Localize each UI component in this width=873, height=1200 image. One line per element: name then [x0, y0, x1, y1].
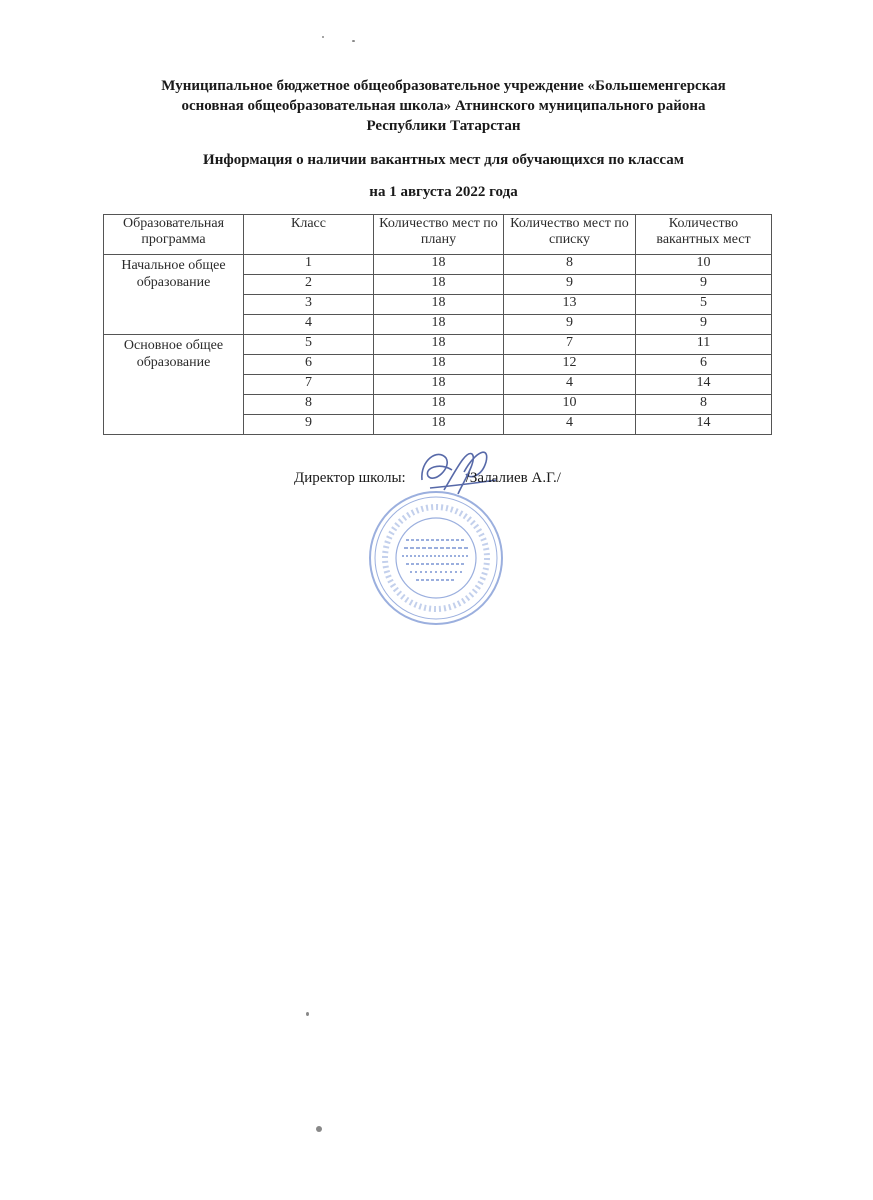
plan-cell: 18 — [374, 395, 504, 415]
class-cell: 8 — [244, 395, 374, 415]
vacant-cell: 11 — [636, 335, 772, 355]
scan-speck — [306, 1012, 309, 1016]
program-primary: Начальное общее образование — [104, 255, 244, 335]
document-title: Информация о наличии вакантных мест для обучающихся по классам — [203, 152, 684, 168]
list-cell: 7 — [504, 335, 636, 355]
scan-speck — [322, 36, 324, 38]
date-line: на 1 августа 2022 года — [369, 184, 518, 200]
class-cell: 1 — [244, 255, 374, 275]
class-cell: 9 — [244, 415, 374, 435]
vacant-cell: 10 — [636, 255, 772, 275]
org-name-line-1: Муниципальное бюджетное общеобразовательное учреждение «Большеменгерская — [161, 78, 726, 94]
organization-header — [90, 76, 797, 136]
column-header-vacant: Количество вакантных мест — [636, 215, 772, 255]
scan-speck — [352, 40, 355, 42]
plan-cell: 18 — [374, 355, 504, 375]
list-cell: 9 — [504, 275, 636, 295]
table-row — [104, 335, 772, 355]
plan-cell: 18 — [374, 415, 504, 435]
vacant-cell: 6 — [636, 355, 772, 375]
list-cell: 8 — [504, 255, 636, 275]
plan-cell: 18 — [374, 315, 504, 335]
vacant-cell: 14 — [636, 375, 772, 395]
plan-cell: 18 — [374, 275, 504, 295]
column-header-program: Образовательная программа — [104, 215, 244, 255]
column-header-class: Класс — [244, 215, 374, 255]
list-cell: 13 — [504, 295, 636, 315]
program-basic: Основное общее образование — [104, 335, 244, 435]
org-name-line-2: основная общеобразовательная школа» Атнинского муниципального района — [181, 98, 706, 114]
list-cell: 4 — [504, 375, 636, 395]
vacant-cell: 9 — [636, 315, 772, 335]
table-header-row — [104, 215, 772, 255]
org-name-line-3: Республики Татарстан — [366, 118, 521, 134]
class-cell: 7 — [244, 375, 374, 395]
plan-cell: 18 — [374, 335, 504, 355]
class-cell: 2 — [244, 275, 374, 295]
list-cell: 12 — [504, 355, 636, 375]
director-label: Директор школы: — [294, 470, 406, 486]
vacant-cell: 8 — [636, 395, 772, 415]
plan-cell: 18 — [374, 375, 504, 395]
scan-speck — [316, 1126, 322, 1132]
vacant-cell: 9 — [636, 275, 772, 295]
class-cell: 3 — [244, 295, 374, 315]
table-row — [104, 255, 772, 275]
list-cell: 9 — [504, 315, 636, 335]
list-cell: 10 — [504, 395, 636, 415]
class-cell: 6 — [244, 355, 374, 375]
signature-line — [294, 470, 561, 487]
list-cell: 4 — [504, 415, 636, 435]
column-header-list: Количество мест по списку — [504, 215, 636, 255]
plan-cell: 18 — [374, 295, 504, 315]
vacant-cell: 14 — [636, 415, 772, 435]
vacant-cell: 5 — [636, 295, 772, 315]
class-cell: 5 — [244, 335, 374, 355]
plan-cell: 18 — [374, 255, 504, 275]
class-cell: 4 — [244, 315, 374, 335]
director-name: /Залалиев А.Г./ — [465, 470, 561, 486]
vacancies-table — [103, 214, 772, 435]
column-header-plan: Количество мест по плану — [374, 215, 504, 255]
